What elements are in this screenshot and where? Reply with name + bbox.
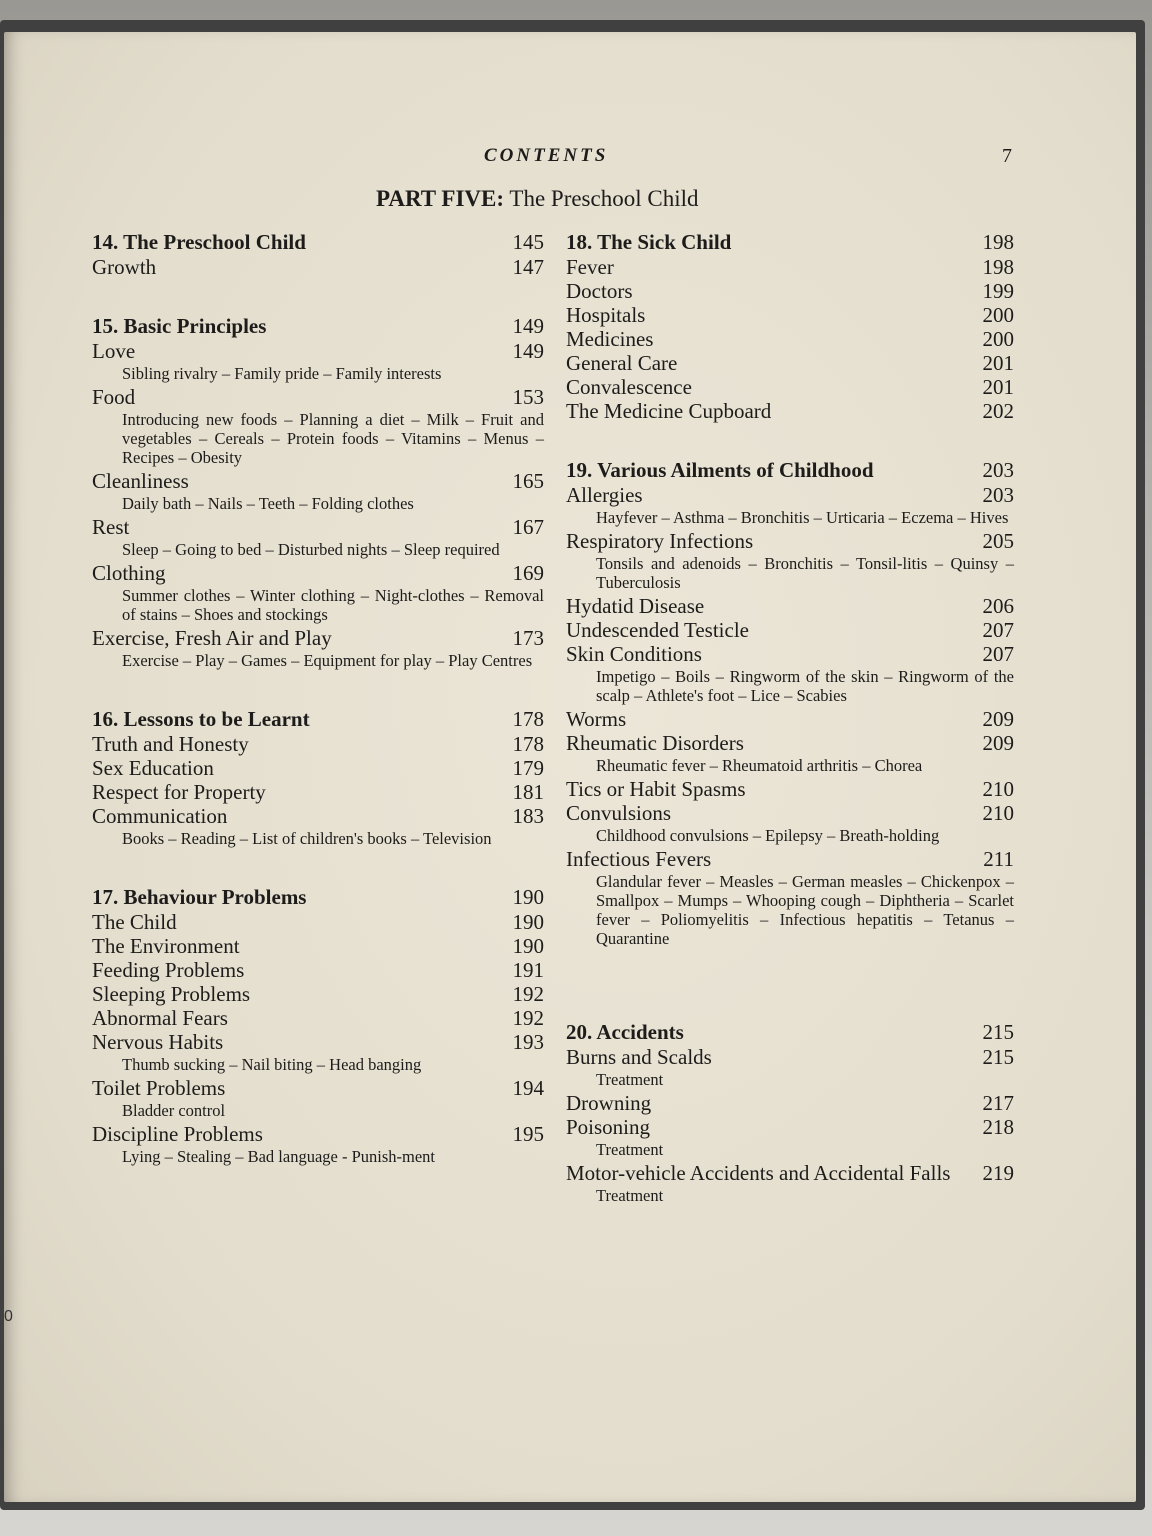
page-ref: 198 (982, 255, 1014, 279)
page-ref: 192 (512, 1006, 544, 1030)
item-text: Burns and Scalds (566, 1045, 712, 1069)
section-gap (92, 279, 544, 314)
item-text: The Environment (92, 934, 240, 958)
page-ref: 153 (512, 385, 544, 409)
part-title: The Preschool Child (509, 186, 699, 211)
page-ref: 201 (982, 351, 1014, 375)
chapter-heading (566, 1020, 1014, 1045)
page-ref: 210 (982, 801, 1014, 825)
item-text: Rheumatic Disorders (566, 731, 744, 755)
contents-entry (92, 958, 544, 982)
sub-text: Exercise – Play – Games – Equipment for play – Play Centres (122, 651, 533, 670)
page-ref: 149 (512, 339, 544, 363)
item-text: Undescended Testicle (566, 618, 749, 642)
page-ref: 207 (982, 642, 1014, 666)
page-ref: 200 (982, 327, 1014, 351)
item-text: General Care (566, 351, 678, 375)
contents-entry (92, 982, 544, 1006)
sub-text: Glandular fever – Measles – German measles – Chickenpox – Smallpox – Mumps – Whooping cough – Diphtheria – Scarlet fever – Poliomyelitis – Infectious hepatitis – Tetanus – Quarantine (596, 872, 1014, 948)
page-ref: 209 (982, 707, 1014, 731)
page-ref: 191 (512, 958, 544, 982)
contents-entry (92, 756, 544, 780)
page-ref: 194 (512, 1076, 544, 1100)
page-ref: 173 (512, 626, 544, 650)
section-gap (566, 950, 1014, 985)
gutter-mark: 0 (4, 1308, 13, 1325)
contents-entry (92, 1076, 544, 1100)
item-text: Medicines (566, 327, 654, 351)
sub-text: Treatment (596, 1186, 664, 1205)
contents-entry (92, 910, 544, 934)
item-text: Clothing (92, 561, 166, 585)
page-ref: 190 (512, 934, 544, 958)
page-ref: 178 (512, 732, 544, 756)
contents-entry (92, 626, 544, 650)
page-ref: 210 (982, 777, 1014, 801)
page-ref: 207 (982, 618, 1014, 642)
contents-entry (566, 279, 1014, 303)
contents-entry (566, 801, 1014, 825)
contents-entry (566, 375, 1014, 399)
contents-entry (92, 469, 544, 493)
page-ref: 203 (982, 483, 1014, 507)
contents-entry (566, 1045, 1014, 1069)
contents-entry (566, 618, 1014, 642)
running-header: CONTENTS (484, 145, 609, 166)
sub-text: Treatment (596, 1140, 664, 1159)
sub-text: Sleep – Going to bed – Disturbed nights – Sleep required (122, 540, 500, 559)
subtopics (566, 508, 1014, 527)
subtopics (566, 1070, 1014, 1089)
contents-entry (566, 1091, 1014, 1115)
page-ref: 199 (982, 279, 1014, 303)
contents-entry (92, 385, 544, 409)
contents-entry (566, 327, 1014, 351)
subtopics (92, 586, 544, 624)
contents-entry (566, 1115, 1014, 1139)
item-text: Hospitals (566, 303, 646, 327)
part-heading (376, 186, 698, 212)
page-ref: 181 (512, 780, 544, 804)
page-ref: 193 (512, 1030, 544, 1054)
contents-entry (92, 1122, 544, 1146)
contents-entry (566, 351, 1014, 375)
item-text: Doctors (566, 279, 633, 303)
page-ref: 211 (983, 847, 1014, 871)
contents-entry (92, 339, 544, 363)
item-text: Discipline Problems (92, 1122, 263, 1146)
chapter-heading (566, 458, 1014, 483)
contents-entry (566, 1161, 1014, 1185)
contents-left-column (92, 230, 544, 1168)
item-text: Communication (92, 804, 228, 828)
contents-entry (92, 1006, 544, 1030)
page-ref: 183 (512, 804, 544, 828)
sub-text: Hayfever – Asthma – Bronchitis – Urticaria – Eczema – Hives (596, 508, 1009, 527)
item-text: Convulsions (566, 801, 672, 825)
page-ref: 178 (512, 707, 544, 731)
subtopics (566, 872, 1014, 948)
contents-entry (92, 804, 544, 828)
contents-entry (92, 732, 544, 756)
item-text: Tics or Habit Spasms (566, 777, 746, 801)
item-text: Poisoning (566, 1115, 651, 1139)
contents-entry (566, 303, 1014, 327)
item-text: Feeding Problems (92, 958, 245, 982)
sub-text: Daily bath – Nails – Teeth – Folding clothes (122, 494, 414, 513)
page-ref: 165 (512, 469, 544, 493)
page-ref: 179 (512, 756, 544, 780)
item-text: Toilet Problems (92, 1076, 226, 1100)
item-text: Infectious Fevers (566, 847, 712, 871)
chapter-text: 20. Accidents (566, 1020, 684, 1044)
subtopics (92, 651, 544, 670)
page-ref: 192 (512, 982, 544, 1006)
sub-text: Thumb sucking – Nail biting – Head banging (122, 1055, 422, 1074)
item-text: Motor-vehicle Accidents and Accidental Falls (566, 1161, 951, 1185)
item-text: Worms (566, 707, 627, 731)
subtopics (92, 364, 544, 383)
item-text: Exercise, Fresh Air and Play (92, 626, 332, 650)
contents-entry (566, 529, 1014, 553)
sub-text: Treatment (596, 1070, 664, 1089)
sub-text: Impetigo – Boils – Ringworm of the skin – Ringworm of the scalp – Athlete's foot – Lice – Scabies (596, 667, 1014, 705)
page-ref: 205 (982, 529, 1014, 553)
contents-entry (566, 777, 1014, 801)
contents-entry (92, 1030, 544, 1054)
page-ref: 202 (982, 399, 1014, 423)
chapter-heading (566, 230, 1014, 255)
subtopics (566, 1186, 1014, 1205)
part-label: PART FIVE: (376, 186, 505, 211)
chapter-heading (92, 230, 544, 255)
contents-entry (92, 255, 544, 279)
page-number: 7 (1002, 145, 1012, 167)
section-gap (566, 985, 1014, 1020)
page-ref: 145 (512, 230, 544, 254)
page-ref: 198 (982, 230, 1014, 254)
contents-entry (92, 515, 544, 539)
contents-entry (566, 399, 1014, 423)
contents-entry (566, 731, 1014, 755)
page-ref: 195 (512, 1122, 544, 1146)
contents-entry (566, 847, 1014, 871)
subtopics (92, 829, 544, 848)
sub-text: Childhood convulsions – Epilepsy – Breath-holding (596, 826, 940, 845)
page-ref: 219 (982, 1161, 1014, 1185)
item-text: Respect for Property (92, 780, 266, 804)
item-text: Nervous Habits (92, 1030, 224, 1054)
item-text: Fever (566, 255, 614, 279)
subtopics (566, 667, 1014, 705)
item-text: Convalescence (566, 375, 692, 399)
item-text: Respiratory Infections (566, 529, 754, 553)
chapter-text: 16. Lessons to be Learnt (92, 707, 310, 731)
item-text: Drowning (566, 1091, 652, 1115)
page-ref: 206 (982, 594, 1014, 618)
item-text: Allergies (566, 483, 643, 507)
sub-text: Introducing new foods – Planning a diet – Milk – Fruit and vegetables – Cereals – Protein foods – Vitamins – Menus – Recipes – Obesity (122, 410, 544, 467)
contents-entry (92, 934, 544, 958)
page-ref: 209 (982, 731, 1014, 755)
contents-entry (566, 707, 1014, 731)
page-ref: 200 (982, 303, 1014, 327)
item-text: Truth and Honesty (92, 732, 249, 756)
subtopics (92, 1147, 544, 1166)
chapter-text: 14. The Preschool Child (92, 230, 306, 254)
item-text: Sleeping Problems (92, 982, 251, 1006)
item-text: Skin Conditions (566, 642, 702, 666)
contents-entry (566, 594, 1014, 618)
page-ref: 215 (982, 1020, 1014, 1044)
page-ref: 167 (512, 515, 544, 539)
chapter-heading (92, 707, 544, 732)
subtopics (92, 1101, 544, 1120)
page-ref: 217 (982, 1091, 1014, 1115)
subtopics (566, 756, 1014, 775)
chapter-heading (92, 885, 544, 910)
contents-entry (566, 483, 1014, 507)
page-ref: 149 (512, 314, 544, 338)
sub-text: Summer clothes – Winter clothing – Night-clothes – Removal of stains – Shoes and stockings (122, 586, 544, 624)
page-ref: 147 (512, 255, 544, 279)
chapter-text: 19. Various Ailments of Childhood (566, 458, 874, 482)
sub-text: Sibling rivalry – Family pride – Family interests (122, 364, 442, 383)
page-ref: 203 (982, 458, 1014, 482)
page-ref: 190 (512, 910, 544, 934)
subtopics (92, 494, 544, 513)
sub-text: Lying – Stealing – Bad language - Punish-ment (122, 1147, 436, 1166)
sub-text: Rheumatic fever – Rheumatoid arthritis – Chorea (596, 756, 923, 775)
item-text: The Child (92, 910, 177, 934)
sub-text: Books – Reading – List of children's books – Television (122, 829, 492, 848)
item-text: The Medicine Cupboard (566, 399, 772, 423)
subtopics (92, 410, 544, 467)
item-text: Love (92, 339, 136, 363)
page-ref: 215 (982, 1045, 1014, 1069)
chapter-heading (92, 314, 544, 339)
contents-entry (92, 780, 544, 804)
chapter-text: 15. Basic Principles (92, 314, 267, 338)
item-text: Abnormal Fears (92, 1006, 228, 1030)
item-text: Rest (92, 515, 130, 539)
contents-entry (566, 255, 1014, 279)
contents-entry (92, 561, 544, 585)
section-gap (92, 850, 544, 885)
item-text: Sex Education (92, 756, 214, 780)
contents-right-column (566, 230, 1014, 1207)
page-ref: 190 (512, 885, 544, 909)
chapter-text: 17. Behaviour Problems (92, 885, 307, 909)
sub-text: Tonsils and adenoids – Bronchitis – Tonsil-litis – Quinsy – Tuberculosis (596, 554, 1014, 592)
book-page (4, 32, 1136, 1502)
page-ref: 201 (982, 375, 1014, 399)
sub-text: Bladder control (122, 1101, 226, 1120)
contents-entry (566, 642, 1014, 666)
section-gap (566, 423, 1014, 458)
subtopics (566, 1140, 1014, 1159)
chapter-text: 18. The Sick Child (566, 230, 732, 254)
section-gap (92, 672, 544, 707)
subtopics (92, 1055, 544, 1074)
item-text: Cleanliness (92, 469, 189, 493)
subtopics (566, 826, 1014, 845)
item-text: Hydatid Disease (566, 594, 705, 618)
gutter-marks (4, 1182, 12, 1342)
subtopics (92, 540, 544, 559)
page-ref: 218 (982, 1115, 1014, 1139)
page-ref: 169 (512, 561, 544, 585)
item-text: Growth (92, 255, 157, 279)
subtopics (566, 554, 1014, 592)
item-text: Food (92, 385, 136, 409)
